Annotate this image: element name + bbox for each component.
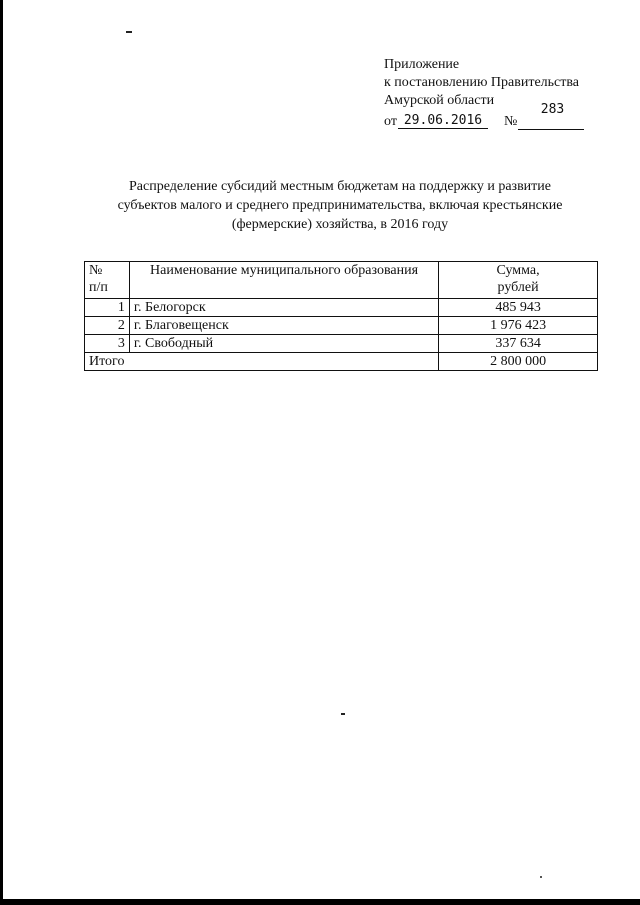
resolution-date: 29.06.2016 (398, 113, 488, 129)
table-row (85, 299, 598, 317)
header-num-line: п/п (89, 280, 108, 295)
resolution-number: 283 (540, 102, 565, 117)
row-num: 3 (85, 335, 130, 353)
resolution-reference: к постановлению Правительства (384, 75, 580, 90)
number-underline (518, 129, 584, 130)
document-title (80, 177, 600, 234)
header-sum (439, 262, 598, 299)
total-sum: 2 800 000 (439, 353, 598, 371)
date-prefix: от (384, 114, 397, 129)
row-name: г. Благовещенск (129, 317, 438, 335)
header-sum-line: Сумма, (496, 263, 540, 278)
appendix-label: Приложение (384, 57, 460, 72)
date-number-line (384, 102, 624, 132)
title-line: (фермерские) хозяйства, в 2016 году (231, 217, 449, 232)
scan-speck (341, 713, 345, 715)
header-sum-line: рублей (497, 280, 539, 295)
row-name: г. Свободный (129, 335, 438, 353)
scan-speck (126, 31, 132, 33)
row-num: 1 (85, 299, 130, 317)
scan-left-edge (0, 0, 3, 905)
title-line: субъектов малого и среднего предпринимательства, включая крестьянские (117, 198, 563, 213)
table-row (85, 317, 598, 335)
header-num (85, 262, 130, 299)
header-num-line: № (89, 263, 103, 278)
appendix-header (384, 56, 624, 132)
region-name: Амурской области (384, 93, 495, 108)
row-sum: 337 634 (439, 335, 598, 353)
table-total-row (85, 353, 598, 371)
row-num: 2 (85, 317, 130, 335)
scan-speck (540, 876, 542, 878)
total-label: Итого (85, 353, 439, 371)
subsidy-table (84, 261, 598, 371)
header-name: Наименование муниципального образования (129, 262, 438, 299)
scan-bottom-edge (0, 899, 640, 905)
table-row (85, 335, 598, 353)
row-sum: 485 943 (439, 299, 598, 317)
row-sum: 1 976 423 (439, 317, 598, 335)
title-line: Распределение субсидий местным бюджетам на поддержку и развитие (128, 179, 552, 194)
row-name: г. Белогорск (129, 299, 438, 317)
number-sign: № (504, 114, 518, 129)
table-header-row (85, 262, 598, 299)
